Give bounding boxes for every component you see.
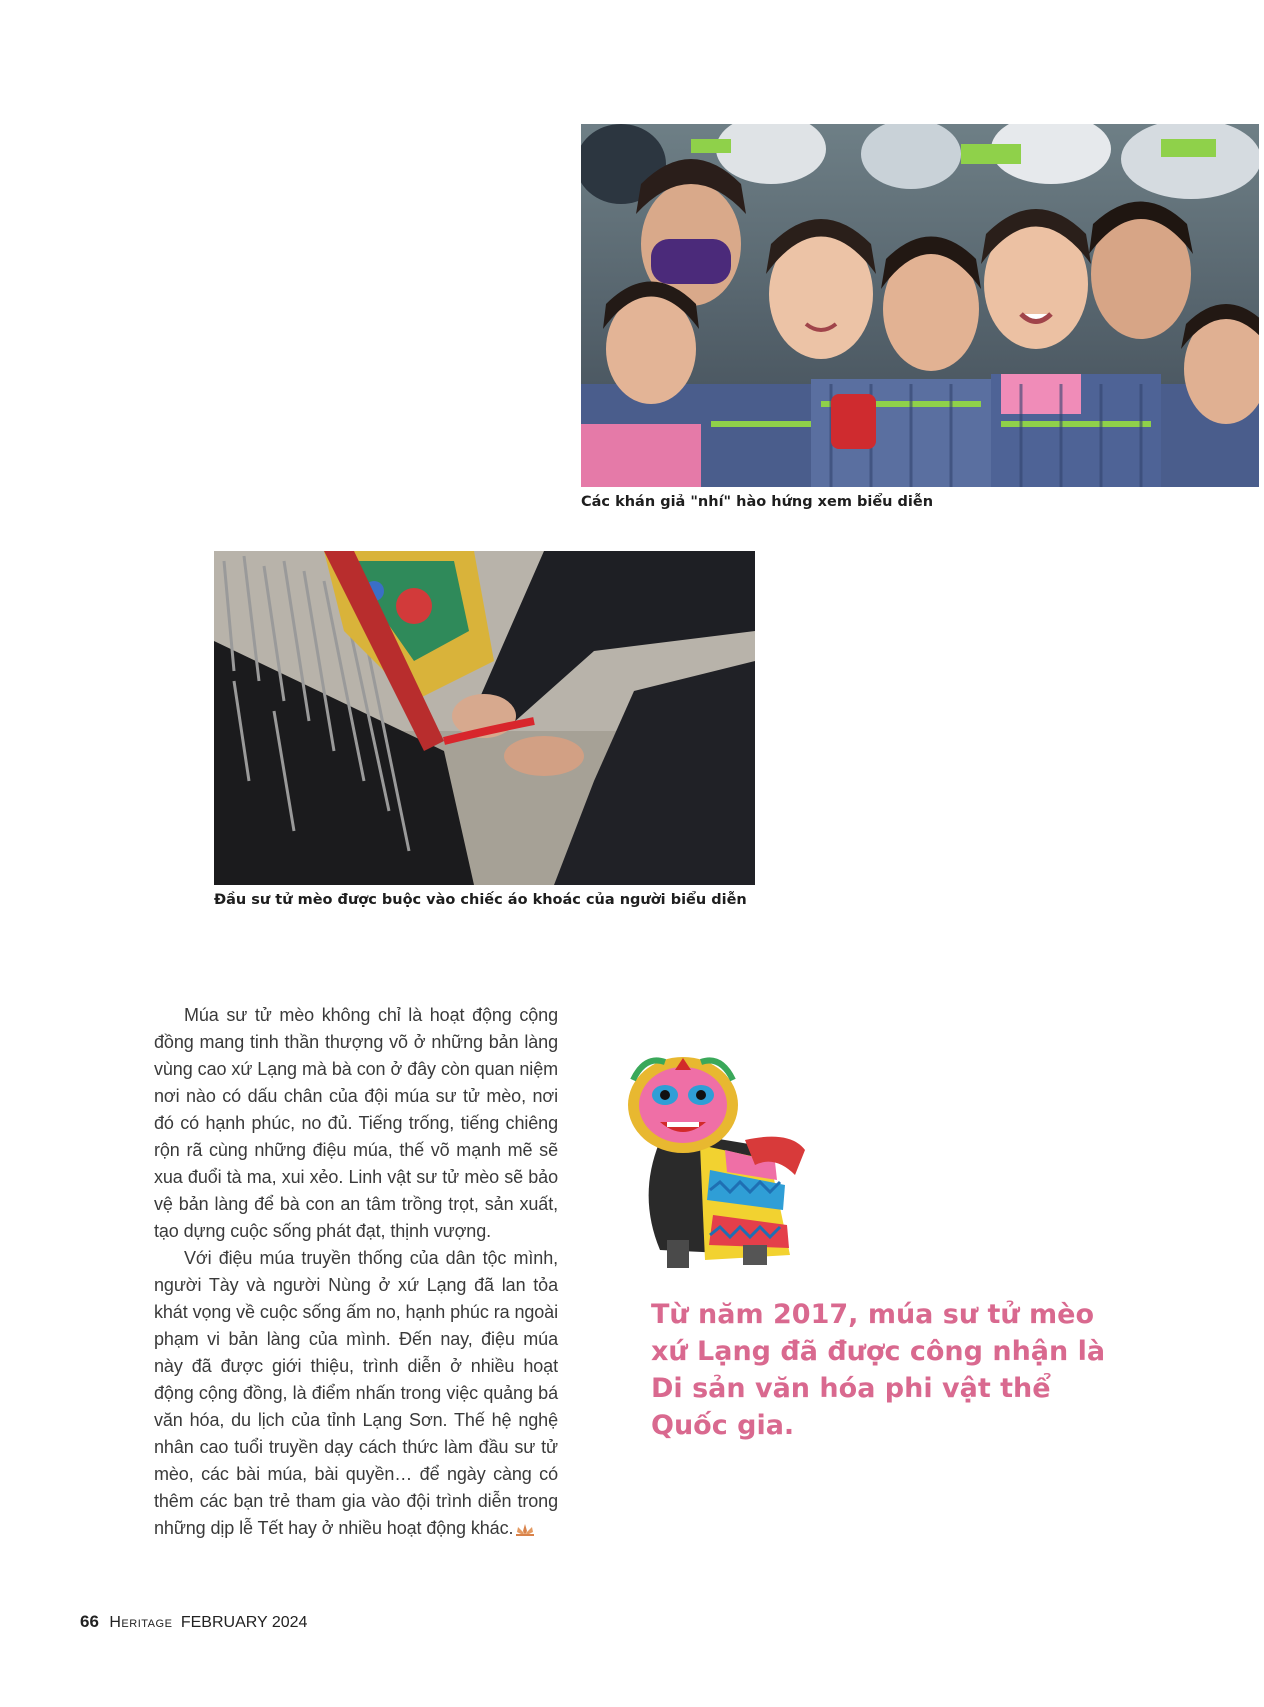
lion-mask-tying-illustration [214,551,755,885]
photo-lion-mask-tying [214,551,755,885]
lion-dancer-figure [605,1050,820,1270]
children-audience-illustration [581,124,1259,487]
magazine-name: Heritage [109,1614,173,1631]
caption-children-audience: Các khán giả "nhí" hào hứng xem biểu diễn [581,494,934,510]
caption-lion-mask: Đầu sư tử mèo được buộc vào chiếc áo khoác của người biểu diễn [214,892,747,908]
cat-lion-dancer-illustration [605,1050,820,1270]
article-paragraph-1: Múa sư tử mèo không chỉ là hoạt động cộng đồng mang tinh thần thượng võ ở những bản làng vùng cao xứ Lạng mà bà con ở đây còn quan niệm nơi nào có dấu chân của đội múa sư tử mèo, nơi đó có hạnh phúc, no đủ. Tiếng trống, tiếng chiêng rộn rã cùng những điệu múa, thế võ mạnh mẽ sẽ xua đuổi tà ma, xui xẻo. Linh vật sư tử mèo sẽ bảo vệ bản làng để bà con an tâm trồng trọt, sản xuất, tạo dựng cuộc sống phát đạt, thịnh vượng. [154,1005,558,1241]
pull-quote: Từ năm 2017, múa sư tử mèo xứ Lạng đã được công nhận là Di sản văn hóa phi vật thể Quốc gia. [651,1299,1106,1441]
lotus-end-mark-icon [515,1522,535,1536]
page-number: 66 [80,1612,99,1631]
photo-children-audience [581,124,1259,487]
article-body [154,1002,558,1542]
issue-date: FEBRUARY 2024 [180,1614,308,1631]
page-footer [80,1612,307,1632]
article-paragraph-2 [154,1245,558,1542]
article-paragraph-2-text: Với điệu múa truyền thống của dân tộc mình, người Tày và người Nùng ở xứ Lạng đã lan tỏa khát vọng về cuộc sống ấm no, hạnh phúc ra ngoài phạm vi bản làng của mình. Đến nay, điệu múa này đã được giới thiệu, trình diễn ở nhiều hoạt động cộng đồng, là điểm nhấn trong việc quảng bá văn hóa, du lịch của tỉnh Lạng Sơn. Thế hệ nghệ nhân cao tuổi truyền dạy cách thức làm đầu sư tử mèo, các bài múa, bài quyền… để ngày càng có thêm các bạn trẻ tham gia vào đội trình diễn trong những dịp lễ Tết hay ở nhiều hoạt động khác. [154,1248,558,1538]
